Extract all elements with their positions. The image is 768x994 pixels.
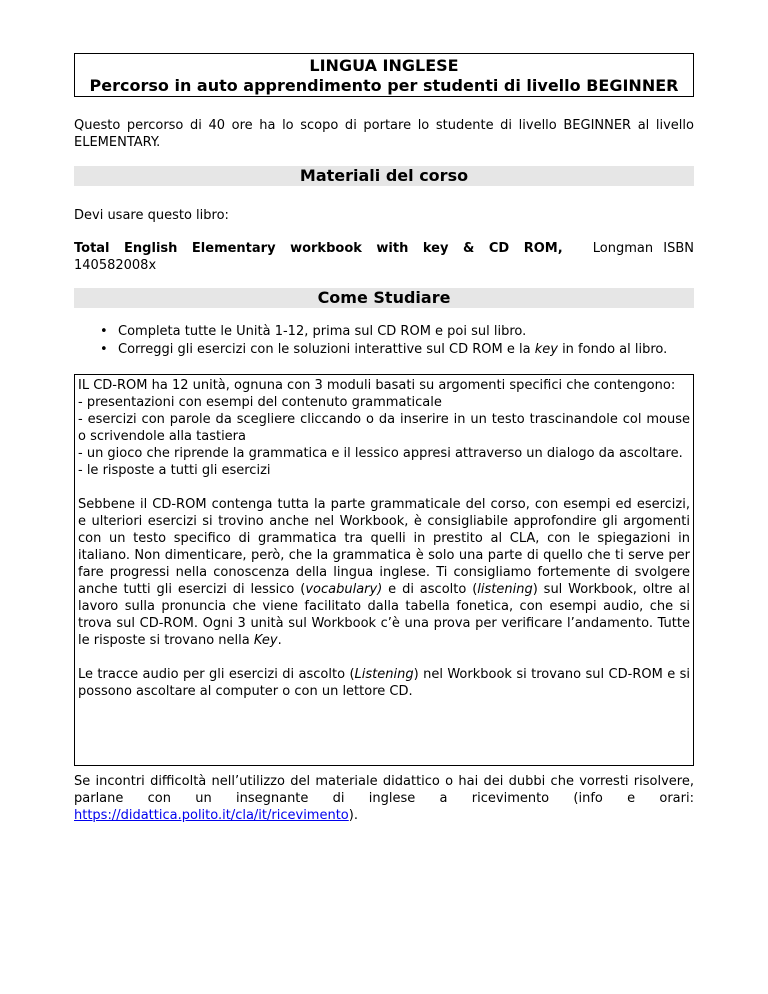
list-item-text: Correggi gli esercizi con le soluzioni interattive sul CD ROM e la [118,342,535,357]
key-emphasis: Key [253,633,278,648]
book-title: Total English Elementary workbook with key & CD ROM, [74,241,563,256]
cdrom-info-box [74,374,694,766]
footer-text: Se incontri difficoltà nell’utilizzo del materiale didattico o hai dei dubbi che vorresti risolvere, parlane con un insegnante di inglese a ricevimento (info e orari: [74,774,694,806]
cdrom-line: - esercizi con parole da scegliere cliccando o da inserire in un testo trascinandole col mouse o scrivendole alla tastiera [78,412,690,444]
grammar-text-b: e di ascolto ( [382,582,478,597]
grammar-text-d: . [277,633,282,648]
audio-text-b: ) nel Workbook si trovano sul CD-ROM e si possono ascoltare al computer o con un lettore CD. [78,667,691,699]
cdrom-line: - presentazioni con esempi del contenuto grammaticale [78,395,442,410]
title-box [74,53,694,97]
bullet-icon: • [100,342,108,357]
intro-paragraph: Questo percorso di 40 ore ha lo scopo di portare lo studente di livello BEGINNER al livello ELEMENTARY. [74,118,694,150]
cdrom-line: IL CD-ROM ha 12 unità, ognuna con 3 moduli basati su argomenti specifici che contengono: [78,378,676,393]
footer-paragraph [74,773,694,824]
grammar-text-a: Sebbene il CD-ROM contenga tutta la parte grammaticale del corso, con esempi ed esercizi, e ulteriori esercizi si trovino anche nel Workbook, è consigliabile approfondire gli argomenti con un testo specifico di grammatica tra quelli in prestito al CLA, con le spiegazioni in italiano. Non dimenticare, però, che la grammatica è solo una parte di quello che ti serve per fare progressi nella conoscenza della lingua inglese. Ti consigliamo fortemente di svolgere anche tutti gli esercizi di lessico ( [78,497,690,597]
vocabulary-emphasis: vocabulary) [305,582,383,597]
grammar-paragraph [78,496,690,649]
bullet-icon: • [100,324,108,339]
book-publisher: Longman ISBN [592,241,694,256]
book-isbn: 140582008x [74,258,157,273]
audio-text-a: Le tracce audio per gli esercizi di ascolto ( [78,667,355,682]
ricevimento-link[interactable]: https://didattica.polito.it/cla/it/ricevimento [74,808,349,823]
title-line-1: LINGUA INGLESE [309,56,459,75]
key-emphasis: key [534,342,558,357]
list-item [74,323,704,341]
materials-heading: Materiali del corso [74,166,694,186]
list-item-text: Completa tutte le Unità 1-12, prima sul CD ROM e poi sul libro. [118,324,527,339]
grammar-text-c: ) sul Workbook, oltre al lavoro sulla pronuncia che viene facilitato dalla tabella fonetica, con esempi audio, che si trova sul CD-ROM. Ogni 3 unità sul Workbook c’è una prova per verificare l’andamento. Tutte le risposte si trovano nella [78,582,690,648]
footer-end: ). [348,808,358,823]
study-heading: Come Studiare [74,288,694,308]
list-item [74,341,704,359]
listening-emphasis: listening [477,582,533,597]
book-reference [74,240,694,274]
use-book-text: Devi usare questo libro: [74,208,229,223]
listening-emphasis: Listening [354,667,414,682]
title-line-2: Percorso in auto apprendimento per studenti di livello BEGINNER [89,76,679,95]
cdrom-line: - le risposte a tutti gli esercizi [78,463,271,478]
book-title-part [74,240,584,257]
list-item-text-end: in fondo al libro. [557,342,668,357]
cdrom-line: - un gioco che riprende la grammatica e il lessico appresi attraverso un dialogo da ascoltare. [78,446,683,461]
study-list [74,323,704,359]
audio-paragraph [78,666,690,700]
